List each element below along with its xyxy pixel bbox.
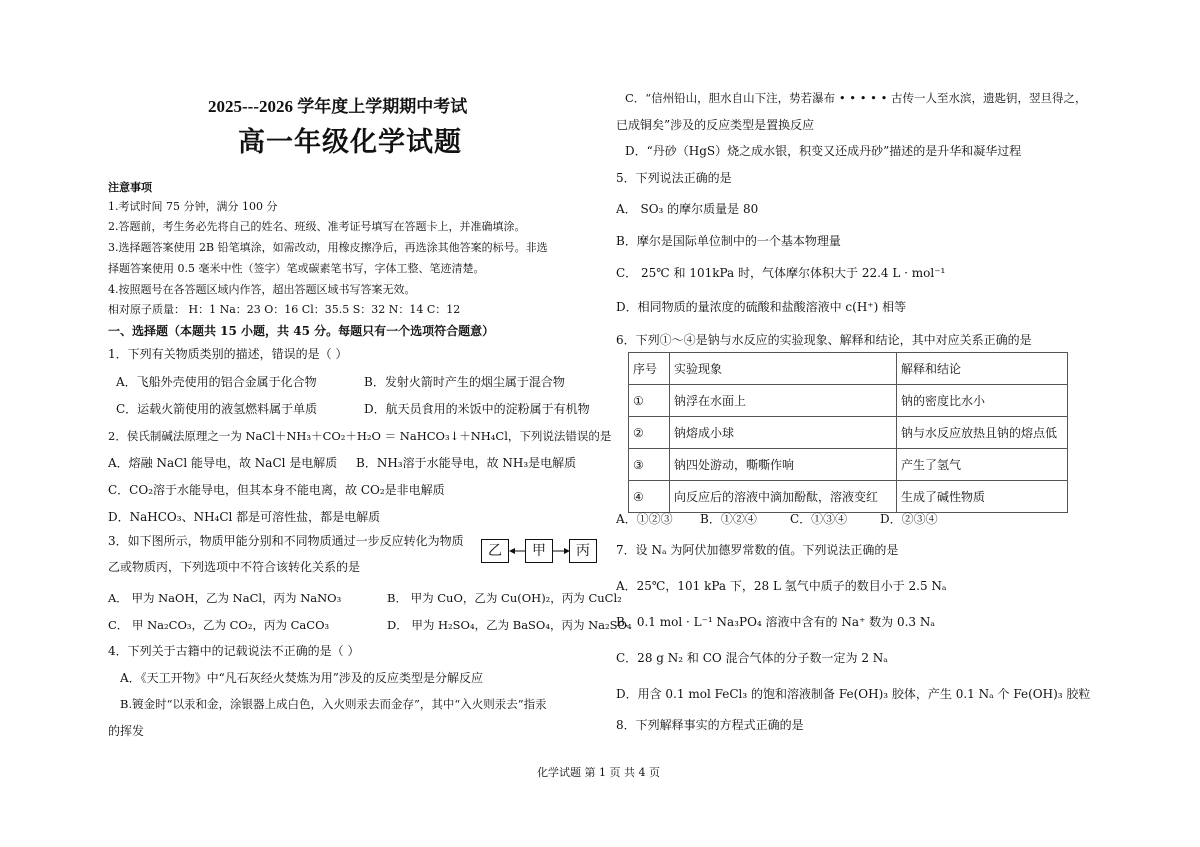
table-cell: 产生了氢气 [897, 449, 1068, 481]
notice-item: 3.选择题答案使用 2B 铅笔填涂，如需改动，用橡皮擦净后，再选涂其他答案的标号。非选 [108, 241, 548, 254]
q3-option-d: D． 甲为 H₂SO₄，乙为 BaSO₄，丙为 Na₂SO₄ [387, 618, 632, 632]
diagram-box-bing: 丙 [569, 539, 597, 563]
atomic-mass-line: 相对原子质量： H：1 Na：23 O：16 Cl：35.5 S：32 N：14 C：12 [108, 303, 461, 316]
section-heading: 一、选择题（本题共 15 小题，共 45 分。每题只有一个选项符合题意） [108, 324, 495, 338]
question-8-stem: 8．下列解释事实的方程式正确的是 [616, 718, 804, 732]
q1-option-c: C．运载火箭使用的液氢燃料属于单质 [116, 402, 318, 416]
diagram-box-jia: 甲 [525, 539, 553, 563]
q4-option-a: A．《天工开物》中“凡石灰经火焚炼为用”涉及的反应类型是分解反应 [120, 671, 483, 685]
q6-option-c: C．①③④ [790, 512, 848, 526]
q2-option-a: A．熔融 NaCl 能导电，故 NaCl 是电解质 [108, 456, 338, 470]
table-header-cell: 实验现象 [670, 353, 897, 385]
notice-item: 1.考试时间 75 分钟，满分 100 分 [108, 200, 278, 213]
q2-option-b: B．NH₃溶于水能导电，故 NH₃是电解质 [356, 456, 577, 470]
question-5-stem: 5．下列说法正确的是 [616, 171, 732, 185]
table-cell: 钠的密度比水小 [897, 385, 1068, 417]
q5-option-b: B．摩尔是国际单位制中的一个基本物理量 [616, 234, 841, 248]
q7-option-c: C．28 g N₂ 和 CO 混合气体的分子数一定为 2 Nₐ [616, 651, 888, 665]
q7-option-b: B．0.1 mol · L⁻¹ Na₃PO₄ 溶液中含有的 Na⁺ 数为 0.3 Nₐ [616, 615, 935, 629]
subject-title: 高一年级化学试题 [238, 127, 462, 158]
notice-item: 4.按照题号在各答题区域内作答，超出答题区域书写答案无效。 [108, 283, 416, 296]
q5-option-d: D．相同物质的量浓度的硫酸和盐酸溶液中 c(H⁺) 相等 [616, 300, 907, 314]
q5-option-a: A． SO₃ 的摩尔质量是 80 [616, 202, 759, 216]
exam-title: 2025---2026 学年度上学期期中考试 [208, 97, 468, 116]
q2-option-d: D．NaHCO₃、NH₄Cl 都是可溶性盐，都是电解质 [108, 510, 381, 524]
table-cell: ② [629, 417, 670, 449]
q5-option-c: C． 25℃ 和 101kPa 时，气体摩尔体积大于 22.4 L · mol⁻¹ [616, 266, 946, 280]
diagram-box-yi: 乙 [481, 539, 509, 563]
q4-option-c: C．“信州铅山，胆水自山下注，势若瀑布 • • • • • 古传一人至水滨，遗匙钥，翌旦得之， [625, 91, 1087, 105]
table-cell: 生成了碱性物质 [897, 481, 1068, 513]
q3-option-a: A． 甲为 NaOH，乙为 NaCl，丙为 NaNO₃ [108, 591, 342, 605]
table-header-cell: 解释和结论 [897, 353, 1068, 385]
table-cell: ① [629, 385, 670, 417]
q6-option-a: A．①②③ [616, 512, 673, 526]
question-6-stem: 6．下列①～④是钠与水反应的实验现象、解释和结论，其中对应关系正确的是 [616, 333, 1032, 347]
q7-option-a: A．25℃，101 kPa 下，28 L 氢气中质子的数目小于 2.5 Nₐ [616, 579, 947, 593]
q6-option-b: B．①②④ [700, 512, 757, 526]
page-footer: 化学试题 第 1 页 共 4 页 [537, 766, 660, 779]
q3-option-c: C． 甲 Na₂CO₃，乙为 CO₂，丙为 CaCO₃ [108, 618, 330, 632]
q2-option-c: C．CO₂溶于水能导电，但其本身不能电离，故 CO₂是非电解质 [108, 483, 445, 497]
q6-option-d: D．②③④ [880, 512, 938, 526]
table-cell: 钠熔成小球 [670, 417, 897, 449]
arrow-left-icon [509, 544, 526, 558]
table-row [629, 385, 1068, 417]
question-3-stem: 3．如下图所示，物质甲能分别和不同物质通过一步反应转化为物质 [108, 534, 464, 548]
q7-option-d: D．用含 0.1 mol FeCl₃ 的饱和溶液制备 Fe(OH)₃ 胶体，产生 0.1 Nₐ 个 Fe(OH)₃ 胶粒 [616, 687, 1091, 701]
notice-heading: 注意事项 [108, 181, 152, 194]
table-header-cell: 序号 [629, 353, 670, 385]
question-3-stem-cont: 乙或物质丙，下列选项中不符合该转化关系的是 [108, 560, 361, 574]
question-1-stem: 1．下列有关物质类别的描述，错误的是（ ） [108, 347, 348, 361]
table-cell: ④ [629, 481, 670, 513]
table-row [629, 481, 1068, 513]
table-cell: 钠浮在水面上 [670, 385, 897, 417]
experiment-table [628, 352, 1068, 513]
notice-item: 择题答案使用 0.5 毫米中性（签字）笔或碳素笔书写，字体工整、笔迹清楚。 [108, 262, 485, 275]
table-cell: 钠与水反应放热且钠的熔点低 [897, 417, 1068, 449]
q1-option-a: A．飞船外壳使用的铝合金属于化合物 [116, 375, 317, 389]
q3-option-b: B． 甲为 CuO，乙为 Cu(OH)₂，丙为 CuCl₂ [387, 591, 622, 605]
q1-option-d: D．航天员食用的米饭中的淀粉属于有机物 [364, 402, 590, 416]
table-cell: ③ [629, 449, 670, 481]
q4-option-c-cont: 已成铜矣”涉及的反应类型是置换反应 [616, 118, 815, 132]
q4-option-b: B.镀金时“以汞和金，涂银器上成白色，入火则汞去而金存”，其中“入火则汞去”指汞 [120, 697, 547, 711]
table-row [629, 449, 1068, 481]
conversion-diagram [481, 539, 596, 563]
notice-item: 2.答题前，考生务必先将自己的姓名、班级、准考证号填写在答题卡上，并准确填涂。 [108, 220, 526, 233]
arrow-right-icon [553, 544, 570, 558]
question-4-stem: 4．下列关于古籍中的记载说法不正确的是（ ） [108, 644, 360, 658]
table-row [629, 417, 1068, 449]
q4-option-b-cont: 的挥发 [108, 724, 145, 738]
table-cell: 向反应后的溶液中滴加酚酞，溶液变红 [670, 481, 897, 513]
table-header-row [629, 353, 1068, 385]
q4-option-d: D．“丹砂（HgS）烧之成水银，积变又还成丹砂”描述的是升华和凝华过程 [625, 144, 1022, 158]
question-2-stem: 2．侯氏制碱法原理之一为 NaCl＋NH₃＋CO₂＋H₂O ＝ NaHCO₃↓＋NH₄Cl，下列说法错误的是 [108, 429, 612, 443]
q1-option-b: B．发射火箭时产生的烟尘属于混合物 [364, 375, 565, 389]
table-cell: 钠四处游动，嘶嘶作响 [670, 449, 897, 481]
question-7-stem: 7．设 Nₐ 为阿伏加德罗常数的值。下列说法正确的是 [616, 543, 899, 557]
